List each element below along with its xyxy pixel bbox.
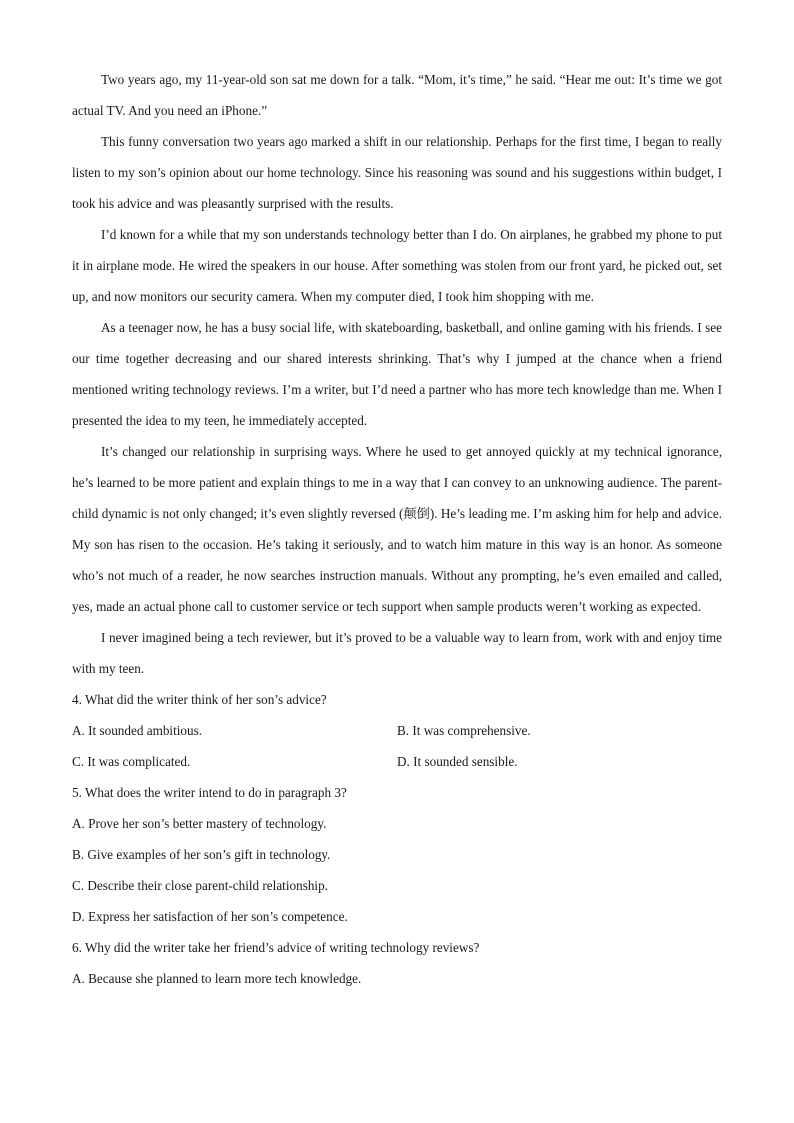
question-5-option-c: C. Describe their close parent-child relationship.	[72, 878, 328, 893]
document-page	[72, 64, 722, 994]
question-5-option-a: A. Prove her son’s better mastery of technology.	[72, 816, 327, 831]
question-6-stem: 6. Why did the writer take her friend’s advice of writing technology reviews?	[72, 940, 480, 955]
question-4	[72, 684, 722, 777]
passage-paragraph-2: This funny conversation two years ago marked a shift in our relationship. Perhaps for the first time, I began to really listen to my son’s opinion about our home technology. Since his reasoning was sound and his suggestions within budget, I took his advice and was pleasantly surprised with the results.	[72, 134, 722, 211]
question-5-stem: 5. What does the writer intend to do in paragraph 3?	[72, 785, 347, 800]
question-4-option-c: C. It was complicated.	[72, 754, 191, 769]
passage-paragraph-5: It’s changed our relationship in surprising ways. Where he used to get annoyed quickly at my technical ignorance, he’s learned to be more patient and explain things to me in a way that I can convey to an unknowing audience. The parent-child dynamic is not only changed; it’s even slightly reversed (颠倒). He’s leading me. I’m asking him for help and advice. My son has risen to the occasion. He’s taking it seriously, and to watch him mature in this way is an honor. As someone who’s not much of a reader, he now searches instruction manuals. Without any prompting, he’s even emailed and called, yes, made an actual phone call to customer service or tech support when sample products weren’t working as expected.	[72, 444, 722, 614]
question-4-option-a: A. It sounded ambitious.	[72, 723, 203, 738]
question-4-options-row-1	[72, 715, 722, 746]
passage-paragraph-6: I never imagined being a tech reviewer, but it’s proved to be a valuable way to learn from, work with and enjoy time with my teen.	[72, 630, 722, 676]
passage-paragraph-4: As a teenager now, he has a busy social life, with skateboarding, basketball, and online gaming with his friends. I see our time together decreasing and our shared interests shrinking. That’s why I jumped at the chance when a friend mentioned writing technology reviews. I’m a writer, but I’d need a partner who has more tech knowledge than me. When I presented the idea to my teen, he immediately accepted.	[72, 320, 722, 428]
question-4-option-d: D. It sounded sensible.	[397, 754, 518, 769]
question-5-option-b: B. Give examples of her son’s gift in technology.	[72, 847, 331, 862]
question-6	[72, 932, 722, 994]
question-4-stem: 4. What did the writer think of her son’s advice?	[72, 692, 327, 707]
passage-paragraph-3: I’d known for a while that my son understands technology better than I do. On airplanes, he grabbed my phone to put it in airplane mode. He wired the speakers in our house. After something was stolen from our front yard, he picked out, set up, and now monitors our security camera. When my computer died, I took him shopping with me.	[72, 227, 722, 304]
question-5-option-d: D. Express her satisfaction of her son’s competence.	[72, 909, 348, 924]
question-4-options-row-2	[72, 746, 722, 777]
question-6-option-a: A. Because she planned to learn more tech knowledge.	[72, 971, 362, 986]
question-4-option-b: B. It was comprehensive.	[397, 723, 531, 738]
passage-paragraph-1: Two years ago, my 11-year-old son sat me down for a talk. “Mom, it’s time,” he said. “Hear me out: It’s time we got actual TV. And you need an iPhone.”	[72, 72, 722, 118]
question-5	[72, 777, 722, 932]
